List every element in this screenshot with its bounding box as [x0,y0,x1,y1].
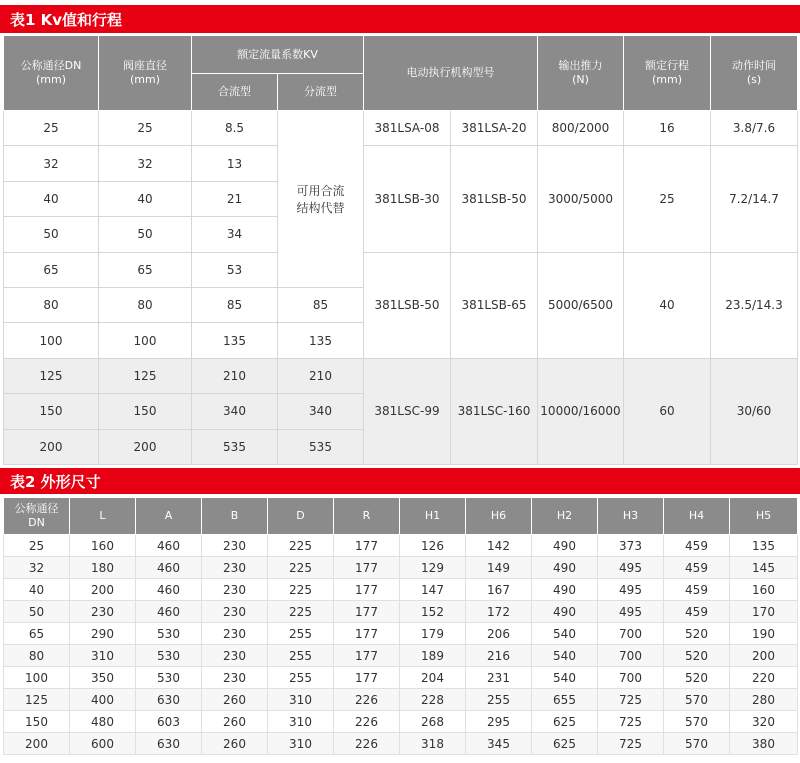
table2-title [0,468,800,494]
header-thrust: 输出推力 (N) [538,36,624,111]
table-row [4,711,798,733]
cell-seat: 50 [99,217,192,252]
dim-cell: 149 [466,557,532,579]
header-kv-split: 分流型 [278,74,364,111]
dim-cell: 400 [70,689,136,711]
dim-header-11: H5 [730,498,798,535]
header-stroke: 额定行程 (mm) [624,36,711,111]
dim-cell: 80 [4,645,70,667]
cell-kv-mix: 13 [192,146,278,181]
dim-cell: 145 [730,557,798,579]
cell-stroke: 40 [624,252,711,358]
cell-stroke: 16 [624,111,711,146]
dim-cell: 230 [202,623,268,645]
cell-seat: 40 [99,181,192,216]
dim-cell: 216 [466,645,532,667]
dim-cell: 226 [334,733,400,755]
dim-cell: 459 [664,557,730,579]
cell-stroke: 25 [624,146,711,252]
dim-cell: 655 [532,689,598,711]
dim-header-9: H3 [598,498,664,535]
dim-cell: 490 [532,535,598,557]
dim-cell: 255 [268,667,334,689]
dim-cell: 220 [730,667,798,689]
dim-cell: 200 [70,579,136,601]
dim-cell: 318 [400,733,466,755]
table1-title [0,5,800,33]
dim-cell: 490 [532,579,598,601]
dim-cell: 100 [4,667,70,689]
dim-cell: 255 [268,623,334,645]
dim-cell: 310 [268,689,334,711]
dim-cell: 230 [70,601,136,623]
cell-thrust: 3000/5000 [538,146,624,252]
dim-cell: 231 [466,667,532,689]
table-row [4,601,798,623]
cell-model-a: 381LSB-50 [364,252,451,358]
cell-time: 3.8/7.6 [711,111,798,146]
dim-cell: 530 [136,623,202,645]
dim-cell: 480 [70,711,136,733]
table-row [4,733,798,755]
cell-time: 23.5/14.3 [711,252,798,358]
dim-header-1: L [70,498,136,535]
table2-title-text: 表2 外形尺寸 [10,472,101,491]
dim-cell: 147 [400,579,466,601]
dim-cell: 460 [136,557,202,579]
dim-cell: 603 [136,711,202,733]
dim-cell: 490 [532,601,598,623]
dim-cell: 206 [466,623,532,645]
dim-cell: 226 [334,689,400,711]
dim-cell: 520 [664,623,730,645]
dim-cell: 290 [70,623,136,645]
cell-dn: 100 [4,323,99,358]
dim-cell: 230 [202,667,268,689]
dim-cell: 310 [268,711,334,733]
dim-cell: 142 [466,535,532,557]
table-row [4,146,798,181]
dim-cell: 540 [532,667,598,689]
cell-seat: 125 [99,358,192,393]
dim-cell: 152 [400,601,466,623]
cell-dn: 40 [4,181,99,216]
dim-cell: 495 [598,579,664,601]
dim-cell: 520 [664,667,730,689]
dim-cell: 170 [730,601,798,623]
cell-time: 7.2/14.7 [711,146,798,252]
dim-cell: 167 [466,579,532,601]
dim-cell: 200 [4,733,70,755]
cell-kv-mix: 21 [192,181,278,216]
header-seat-diameter: 阀座直径 (mm) [99,36,192,111]
cell-time: 30/60 [711,358,798,464]
dim-cell: 129 [400,557,466,579]
dim-header-2: A [136,498,202,535]
header-kv-mix: 合流型 [192,74,278,111]
dim-header-5: R [334,498,400,535]
cell-kv-split: 135 [278,323,364,358]
dim-cell: 125 [4,689,70,711]
cell-seat: 65 [99,252,192,287]
dim-cell: 150 [4,711,70,733]
table-row [4,667,798,689]
dim-cell: 540 [532,623,598,645]
table-row [4,689,798,711]
cell-seat: 200 [99,429,192,464]
dim-cell: 135 [730,535,798,557]
dim-cell: 310 [70,645,136,667]
dim-cell: 570 [664,733,730,755]
cell-thrust: 800/2000 [538,111,624,146]
dim-cell: 600 [70,733,136,755]
table1-title-text: 表1 Kv值和行程 [10,10,123,29]
table-row [4,623,798,645]
cell-model-b: 381LSC-160 [451,358,538,464]
dim-cell: 226 [334,711,400,733]
table-row [4,252,798,287]
dim-cell: 260 [202,711,268,733]
dim-cell: 177 [334,557,400,579]
cell-kv-mix: 8.5 [192,111,278,146]
cell-kv-mix: 210 [192,358,278,393]
dim-cell: 530 [136,667,202,689]
cell-kv-split: 535 [278,429,364,464]
cell-model-b: 381LSB-65 [451,252,538,358]
dim-cell: 32 [4,557,70,579]
kv-stroke-table [3,35,798,465]
dim-cell: 700 [598,623,664,645]
dim-cell: 180 [70,557,136,579]
dim-cell: 260 [202,689,268,711]
dim-cell: 345 [466,733,532,755]
cell-kv-split: 340 [278,394,364,429]
cell-kv-mix: 535 [192,429,278,464]
dim-cell: 459 [664,535,730,557]
dim-cell: 190 [730,623,798,645]
table-row [4,358,798,393]
cell-thrust: 10000/16000 [538,358,624,464]
dim-cell: 725 [598,689,664,711]
cell-dn: 32 [4,146,99,181]
dim-cell: 460 [136,601,202,623]
dim-cell: 490 [532,557,598,579]
cell-dn: 80 [4,287,99,322]
dim-header-3: B [202,498,268,535]
dim-header-0: 公称通径 DN [4,498,70,535]
dim-header-8: H2 [532,498,598,535]
dim-cell: 495 [598,601,664,623]
dim-cell: 230 [202,579,268,601]
dim-cell: 228 [400,689,466,711]
dimensions-header-row [4,498,798,535]
cell-model-a: 381LSC-99 [364,358,451,464]
dim-cell: 177 [334,667,400,689]
cell-dn: 65 [4,252,99,287]
cell-dn: 25 [4,111,99,146]
dim-cell: 255 [466,689,532,711]
dim-cell: 295 [466,711,532,733]
cell-dn: 150 [4,394,99,429]
dim-cell: 126 [400,535,466,557]
dim-header-4: D [268,498,334,535]
header-actuator-model: 电动执行机构型号 [364,36,538,111]
dim-header-10: H4 [664,498,730,535]
dim-cell: 310 [268,733,334,755]
cell-model-a: 381LSA-08 [364,111,451,146]
dim-cell: 225 [268,535,334,557]
table-row [4,535,798,557]
dim-cell: 460 [136,535,202,557]
table-row [4,579,798,601]
dim-cell: 530 [136,645,202,667]
dim-cell: 460 [136,579,202,601]
cell-split-note: 可用合流 结构代替 [278,111,364,288]
dim-header-6: H1 [400,498,466,535]
cell-seat: 100 [99,323,192,358]
dim-cell: 225 [268,601,334,623]
cell-model-a: 381LSB-30 [364,146,451,252]
dim-cell: 350 [70,667,136,689]
cell-seat: 32 [99,146,192,181]
dimensions-table [3,497,798,755]
dim-cell: 230 [202,601,268,623]
header-kv: 额定流量系数KV [192,36,364,74]
cell-kv-split: 85 [278,287,364,322]
dim-cell: 700 [598,645,664,667]
dim-cell: 225 [268,557,334,579]
table-row [4,557,798,579]
dim-cell: 373 [598,535,664,557]
cell-kv-mix: 53 [192,252,278,287]
dim-cell: 255 [268,645,334,667]
dim-cell: 25 [4,535,70,557]
dim-cell: 65 [4,623,70,645]
dim-cell: 260 [202,733,268,755]
dim-cell: 160 [70,535,136,557]
dim-cell: 459 [664,579,730,601]
dim-cell: 725 [598,733,664,755]
cell-dn: 125 [4,358,99,393]
dim-cell: 177 [334,645,400,667]
dim-cell: 630 [136,689,202,711]
dim-cell: 625 [532,711,598,733]
dim-cell: 540 [532,645,598,667]
dim-cell: 230 [202,535,268,557]
cell-dn: 50 [4,217,99,252]
dim-cell: 177 [334,623,400,645]
dim-cell: 230 [202,645,268,667]
dim-cell: 268 [400,711,466,733]
dim-cell: 230 [202,557,268,579]
header-action-time: 动作时间 (s) [711,36,798,111]
dim-cell: 40 [4,579,70,601]
header-dn: 公称通径DN (mm) [4,36,99,111]
dim-cell: 172 [466,601,532,623]
table-row [4,111,798,146]
dim-cell: 225 [268,579,334,601]
dim-cell: 725 [598,711,664,733]
cell-seat: 25 [99,111,192,146]
dim-cell: 495 [598,557,664,579]
dim-cell: 189 [400,645,466,667]
cell-seat: 150 [99,394,192,429]
dim-cell: 520 [664,645,730,667]
dim-cell: 179 [400,623,466,645]
dim-cell: 50 [4,601,70,623]
dim-cell: 177 [334,601,400,623]
dim-cell: 177 [334,535,400,557]
dim-cell: 280 [730,689,798,711]
cell-kv-mix: 85 [192,287,278,322]
cell-stroke: 60 [624,358,711,464]
table-row [4,645,798,667]
dim-cell: 200 [730,645,798,667]
cell-kv-split: 210 [278,358,364,393]
dim-header-7: H6 [466,498,532,535]
dim-cell: 625 [532,733,598,755]
dim-cell: 570 [664,689,730,711]
cell-model-b: 381LSA-20 [451,111,538,146]
cell-kv-mix: 135 [192,323,278,358]
dim-cell: 459 [664,601,730,623]
dim-cell: 700 [598,667,664,689]
cell-kv-mix: 340 [192,394,278,429]
cell-dn: 200 [4,429,99,464]
dim-cell: 570 [664,711,730,733]
dim-cell: 177 [334,579,400,601]
dim-cell: 630 [136,733,202,755]
cell-seat: 80 [99,287,192,322]
cell-kv-mix: 34 [192,217,278,252]
dim-cell: 204 [400,667,466,689]
dim-cell: 320 [730,711,798,733]
cell-thrust: 5000/6500 [538,252,624,358]
cell-model-b: 381LSB-50 [451,146,538,252]
dim-cell: 380 [730,733,798,755]
dim-cell: 160 [730,579,798,601]
